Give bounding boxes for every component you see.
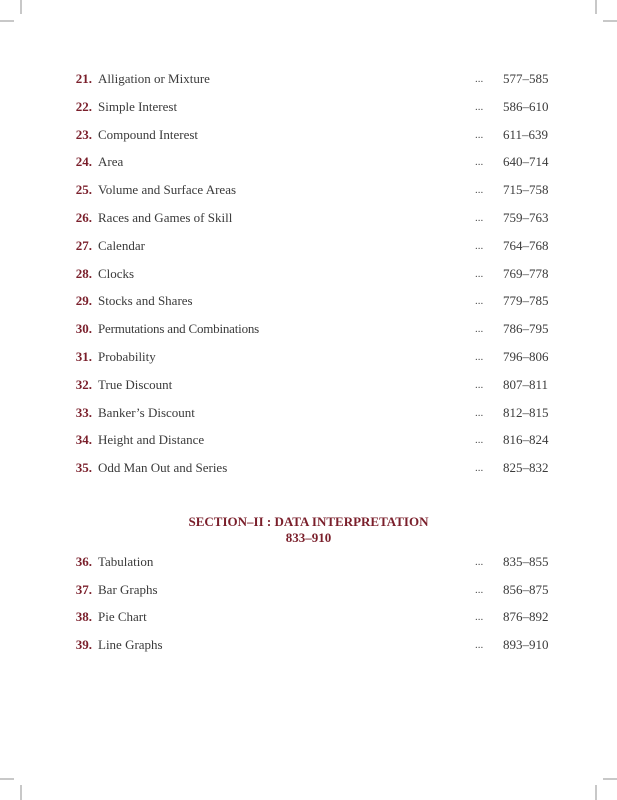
chapter-title: Stocks and Shares — [98, 293, 193, 308]
page-range: 796–806 — [503, 349, 549, 364]
dot-leader: ... — [475, 379, 484, 391]
chapter-number: 29. — [75, 293, 92, 308]
chapter-number: 36. — [75, 554, 92, 569]
dot-leader: ... — [475, 212, 484, 224]
page-range: 586–610 — [503, 99, 549, 114]
page-range: 893–910 — [503, 637, 549, 652]
dot-leader: ... — [475, 101, 484, 113]
dot-leader: ... — [475, 434, 484, 446]
dot-leader: ... — [475, 462, 484, 474]
page-range: 876–892 — [503, 609, 549, 624]
chapter-title: Area — [98, 154, 124, 169]
section-heading[interactable]: SECTION–II : DATA INTERPRETATION — [188, 514, 429, 529]
page-range: 807–811 — [503, 377, 549, 392]
page-range: 779–785 — [503, 293, 549, 308]
page-range: 816–824 — [503, 432, 549, 447]
page-range: 835–855 — [503, 554, 549, 569]
page-range: 577–585 — [503, 71, 549, 86]
dot-leader: ... — [475, 323, 484, 335]
chapter-number: 23. — [75, 127, 92, 142]
crop-mark-bottom-left-horizontal — [0, 778, 14, 780]
dot-leader: ... — [475, 556, 484, 568]
chapter-number: 38. — [75, 609, 92, 624]
chapter-title: Probability — [98, 349, 156, 364]
crop-mark-bottom-right-horizontal — [603, 778, 617, 780]
chapter-number: 27. — [75, 238, 92, 253]
dot-leader: ... — [475, 73, 484, 85]
dot-leader: ... — [475, 351, 484, 363]
page-range: 611–639 — [503, 127, 549, 142]
dot-leader: ... — [475, 584, 484, 596]
crop-mark-top-right-horizontal — [603, 20, 617, 22]
toc-entry[interactable] — [0, 319, 617, 339]
toc-entry[interactable] — [0, 236, 617, 256]
toc-entry[interactable] — [0, 458, 617, 478]
crop-mark-bottom-left-vertical — [20, 785, 22, 800]
chapter-title: Alligation or Mixture — [98, 71, 210, 86]
toc-entry[interactable] — [0, 97, 617, 117]
page-range: 759–763 — [503, 210, 549, 225]
chapter-number: 39. — [75, 637, 92, 652]
chapter-number: 34. — [75, 432, 92, 447]
dot-leader: ... — [475, 268, 484, 280]
chapter-title: Volume and Surface Areas — [98, 182, 237, 197]
crop-mark-top-right-vertical — [595, 0, 597, 14]
chapter-number: 24. — [75, 154, 92, 169]
chapter-number: 33. — [75, 405, 92, 420]
crop-mark-bottom-right-vertical — [595, 785, 597, 800]
toc-entry[interactable] — [0, 552, 617, 572]
page-range: 640–714 — [503, 154, 549, 169]
chapter-number: 32. — [75, 377, 92, 392]
dot-leader: ... — [475, 611, 484, 623]
toc-entry[interactable] — [0, 375, 617, 395]
chapter-title: Clocks — [98, 266, 135, 281]
page-range: 769–778 — [503, 266, 549, 281]
dot-leader: ... — [475, 295, 484, 307]
chapter-title: Line Graphs — [98, 637, 163, 652]
chapter-title: Calendar — [98, 238, 145, 253]
chapter-title: Bar Graphs — [98, 582, 158, 597]
toc-entry[interactable] — [0, 125, 617, 145]
dot-leader: ... — [475, 184, 484, 196]
chapter-number: 28. — [75, 266, 92, 281]
crop-mark-top-left-horizontal — [0, 20, 14, 22]
chapter-number: 25. — [75, 182, 92, 197]
chapter-number: 22. — [75, 99, 92, 114]
dot-leader: ... — [475, 156, 484, 168]
chapter-title: True Discount — [98, 377, 173, 392]
chapter-title: Simple Interest — [98, 99, 178, 114]
chapter-number: 31. — [75, 349, 92, 364]
chapter-title: Compound Interest — [98, 127, 199, 142]
chapter-title: Races and Games of Skill — [98, 210, 233, 225]
chapter-title: Pie Chart — [98, 609, 147, 624]
toc-entry[interactable] — [0, 635, 617, 655]
toc-entry[interactable] — [0, 403, 617, 423]
toc-entry[interactable] — [0, 607, 617, 627]
page-range: 856–875 — [503, 582, 549, 597]
chapter-number: 35. — [75, 460, 92, 475]
toc-entry[interactable] — [0, 69, 617, 89]
page-range: 812–815 — [503, 405, 549, 420]
chapter-title: Tabulation — [98, 554, 154, 569]
dot-leader: ... — [475, 639, 484, 651]
chapter-number: 21. — [75, 71, 92, 86]
crop-mark-top-left-vertical — [20, 0, 22, 14]
toc-entry[interactable] — [0, 180, 617, 200]
toc-entry[interactable] — [0, 580, 617, 600]
chapter-number: 37. — [75, 582, 92, 597]
toc-entry[interactable] — [0, 347, 617, 367]
section-page-range: 833–910 — [285, 530, 332, 545]
chapter-title: Height and Distance — [98, 432, 205, 447]
chapter-title: Odd Man Out and Series — [98, 460, 228, 475]
toc-entry[interactable] — [0, 430, 617, 450]
toc-entry[interactable] — [0, 152, 617, 172]
dot-leader: ... — [475, 240, 484, 252]
chapter-title: Permutations and Combinations — [98, 321, 260, 336]
dot-leader: ... — [475, 407, 484, 419]
toc-entry[interactable] — [0, 264, 617, 284]
page-range: 786–795 — [503, 321, 549, 336]
chapter-number: 26. — [75, 210, 92, 225]
page-range: 715–758 — [503, 182, 549, 197]
dot-leader: ... — [475, 129, 484, 141]
page-range: 825–832 — [503, 460, 549, 475]
toc-entry[interactable] — [0, 291, 617, 311]
chapter-title: Banker’s Discount — [98, 405, 195, 420]
chapter-number: 30. — [75, 321, 92, 336]
page-range: 764–768 — [503, 238, 549, 253]
toc-entry[interactable] — [0, 208, 617, 228]
